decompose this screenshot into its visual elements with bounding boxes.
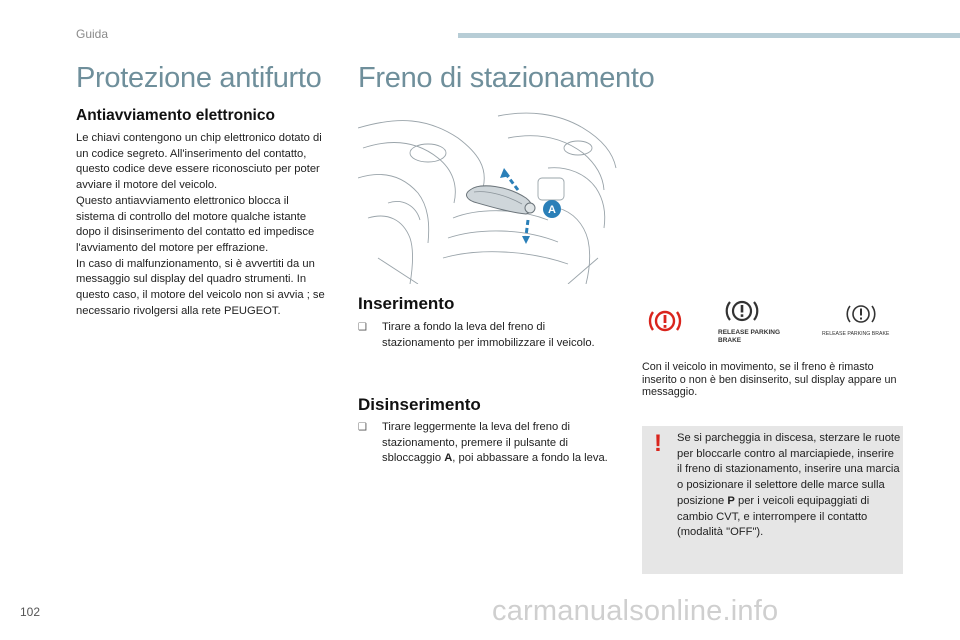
inserimento-bullet xyxy=(358,320,620,351)
parking-warning-text xyxy=(677,431,901,541)
release-parking-brake-caption: RELEASE PARKING BRAKE xyxy=(718,329,780,344)
disinserimento-text-after: , poi abbassare a fondo la leva. xyxy=(452,452,608,465)
warning-exclamation-icon: ! xyxy=(654,430,662,457)
movement-note: Con il veicolo in movimento, se il freno è rimasto inserito o non è ben disinserito, sul display appare un messaggio. xyxy=(642,361,897,398)
disinserimento-text xyxy=(382,420,610,467)
parking-brake-illustration xyxy=(358,108,618,284)
disinserimento-heading: Disinserimento xyxy=(358,395,481,414)
bullet-checkbox-icon: ❑ xyxy=(358,422,367,433)
release-parking-brake-display xyxy=(718,298,792,346)
page-number: 102 xyxy=(20,605,41,619)
button-a-label: A xyxy=(444,452,453,465)
inserimento-heading: Inserimento xyxy=(358,294,455,313)
release-parking-brake-display-small xyxy=(822,302,904,342)
inserimento-text: Tirare a fondo la leva del freno di stazionamento per immobilizzare il veicolo. xyxy=(382,321,595,349)
immobiliser-paragraph-3: In caso di malfunzionamento, si è avvertiti da un messaggio sul display del quadro strumenti. In questo caso, il motore del veicolo non si avvia ; se necessario rivolgersi alla rete PEUGEOT. xyxy=(76,257,325,317)
header-bar xyxy=(458,33,960,38)
parking-brake-drawing xyxy=(358,108,618,284)
parking-brake-title: Freno di stazionamento xyxy=(358,62,655,94)
release-parking-brake-caption-small: RELEASE PARKING BRAKE xyxy=(822,331,890,337)
disinserimento-bullet xyxy=(358,420,610,467)
parking-brake-warning-icon xyxy=(648,306,682,336)
immobiliser-text xyxy=(76,131,328,319)
watermark: carmanualsonline.info xyxy=(492,595,779,627)
warning-text-after: per i veicoli equipaggiati di cambio CVT, e interrompere il contatto (modalità "OFF"). xyxy=(677,494,870,539)
warning-text-before: Se si parcheggia in discesa, sterzare le ruote per bloccarle contro al marciapiede, inserire il freno di stazionamento, inserire una marcia o posizionare il selettore delle marce sulla posizione xyxy=(677,432,901,507)
bullet-checkbox-icon: ❑ xyxy=(358,322,367,333)
gear-position-p: P xyxy=(727,494,735,507)
antitheft-title: Protezione antifurto xyxy=(76,62,322,94)
release-parking-brake-icon-small xyxy=(822,302,904,326)
parking-warning-box xyxy=(642,426,903,574)
release-parking-brake-icon xyxy=(718,298,792,324)
section-label: Guida xyxy=(76,27,109,41)
immobiliser-paragraph-1: Le chiavi contengono un chip elettronico dotato di un codice segreto. All'inserimento del contatto, questo codice deve essere riconosciuto per poter avviare il motore del veicolo. xyxy=(76,132,322,192)
immobiliser-paragraph-2: Questo antiavviamento elettronico blocca il sistema di controllo del motore qualche istante dopo il disinserimento del contatto ed impedisce l'avviamento del motore per effrazione. xyxy=(76,194,315,254)
disinserimento-text-before: Tirare leggermente la leva del freno di stazionamento, premere il pulsante di sbloccaggio xyxy=(382,421,571,465)
marker-a-label: A xyxy=(548,204,556,216)
immobiliser-subtitle: Antiavviamento elettronico xyxy=(76,107,275,124)
